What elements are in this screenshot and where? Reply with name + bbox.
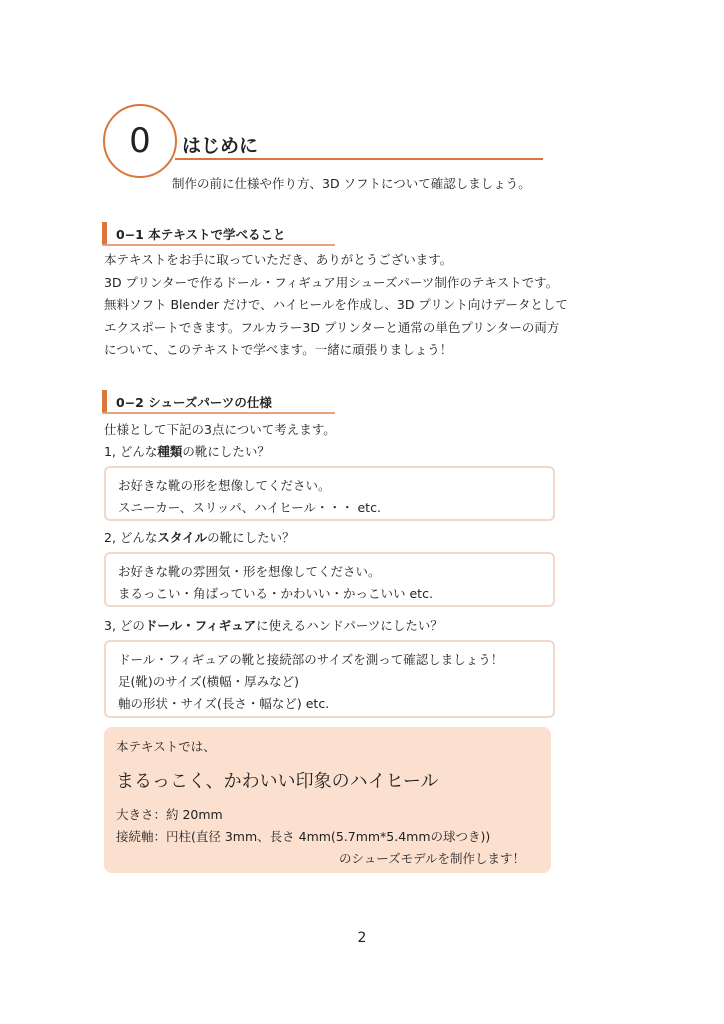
- question-suffix: の靴にしたい？: [207, 530, 295, 545]
- answer-box-2: [104, 552, 555, 607]
- section-heading-text: 0−1 本テキストで学べること: [116, 227, 286, 242]
- question-suffix: に使えるハンドパーツにしたい？: [256, 618, 443, 633]
- summary-closing: のシューズモデルを制作します！: [338, 851, 525, 866]
- summary-size: 大きさ：約 20mm: [116, 807, 223, 822]
- body-line: について、このテキストで学べます。一緒に頑張りましょう！: [104, 342, 453, 357]
- section-0-1-body: [104, 249, 568, 362]
- chapter-number-circle: [103, 104, 177, 178]
- summary-intro: 本テキストでは、: [116, 739, 216, 754]
- section-accent-bar: [102, 390, 107, 412]
- question-emphasis: 種類: [157, 444, 183, 459]
- question-prefix: 1, どんな: [104, 444, 158, 459]
- section-heading-0-1: [102, 222, 335, 246]
- question-prefix: 2, どんな: [104, 530, 158, 545]
- question-emphasis: スタイル: [157, 530, 208, 545]
- summary-axis: 接続軸：円柱(直径 3mm、長さ 4mm(5.7mm*5.4mmの球つき)): [116, 829, 491, 844]
- question-2: [104, 528, 295, 546]
- body-line: 無料ソフト Blender だけで、ハイヒールを作成し、3D プリント向けデータとして: [104, 297, 568, 312]
- body-line: 3D プリンターで作るドール・フィギュア用シューズパーツ制作のテキストです。: [104, 274, 559, 290]
- chapter-subtitle: 制作の前に仕様や作り方、3D ソフトについて確認しましょう。: [172, 176, 531, 191]
- question-1: [104, 442, 270, 460]
- box-line: 足(靴)のサイズ(横幅・厚みなど): [118, 674, 300, 689]
- section-accent-bar: [102, 222, 107, 244]
- section-heading-text: 0−2 シューズパーツの仕様: [116, 395, 272, 410]
- chapter-rule: [175, 158, 543, 160]
- summary-panel: [104, 727, 551, 873]
- box-line: まるっこい・角ばっている・かわいい・かっこいい etc.: [118, 586, 433, 601]
- answer-box-1: [104, 466, 555, 521]
- summary-headline: まるっこく、かわいい印象のハイヒール: [116, 771, 439, 792]
- answer-box-3: [104, 640, 555, 718]
- box-line: お好きな靴の形を想像してください。: [118, 478, 331, 493]
- body-line: 本テキストをお手に取っていただき、ありがとうございます。: [104, 252, 453, 267]
- box-line: 軸の形状・サイズ(長さ・幅など) etc.: [118, 696, 330, 711]
- chapter-title: はじめに: [182, 135, 259, 157]
- section-0-2-intro: 仕様として下記の3点について考えます。: [104, 422, 336, 437]
- page-number: 2: [357, 930, 367, 946]
- question-prefix: 3, どの: [104, 618, 145, 633]
- question-suffix: の靴にしたい？: [182, 444, 270, 459]
- question-emphasis: ドール・フィギュア: [144, 618, 257, 633]
- body-line: エクスポートできます。フルカラー3D プリンターと通常の単色プリンターの両方: [104, 319, 560, 335]
- box-line: お好きな靴の雰囲気・形を想像してください。: [118, 564, 381, 579]
- chapter-number: 0: [129, 121, 151, 161]
- box-line: ドール・フィギュアの靴と接続部のサイズを測って確認しましょう！: [118, 652, 504, 667]
- question-3: [104, 616, 443, 634]
- section-heading-0-2: [102, 390, 335, 414]
- box-line: スニーカー、スリッパ、ハイヒール・・・ etc.: [118, 500, 381, 515]
